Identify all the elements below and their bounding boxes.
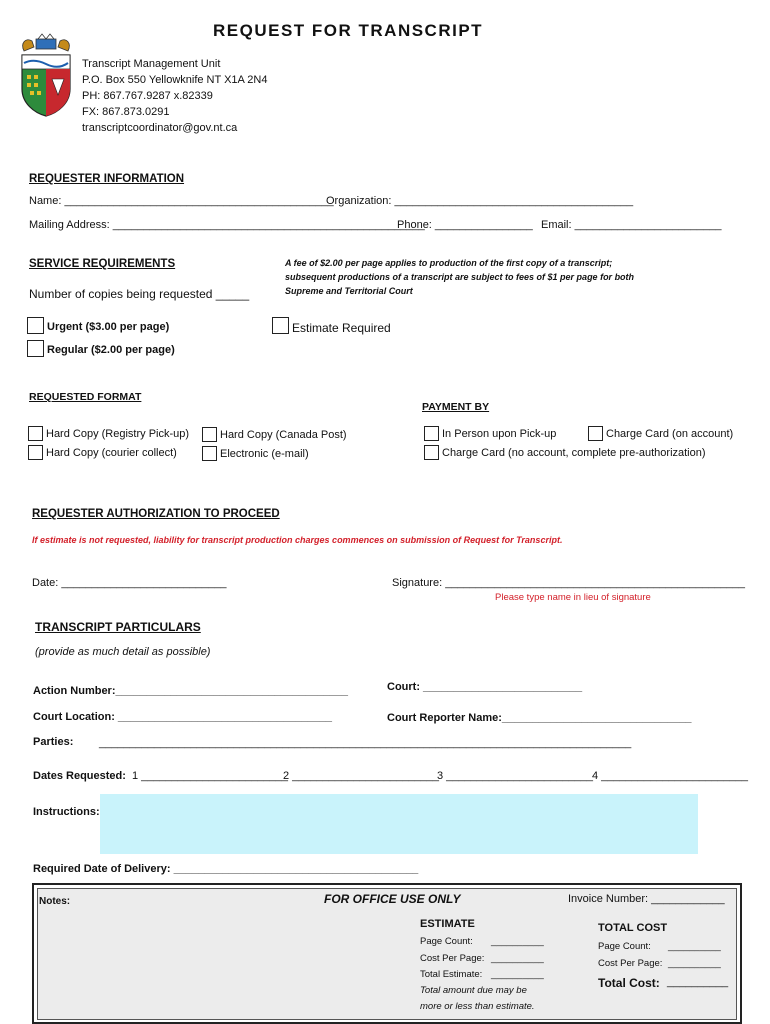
date-requested-2-field[interactable]: 2 ________________________	[283, 770, 439, 782]
signature-field[interactable]: Signature: _________________________________________________	[392, 577, 745, 589]
date-requested-3-field[interactable]: 3 ________________________	[437, 770, 593, 782]
payment-charge-no-account-checkbox[interactable]	[424, 445, 439, 460]
estimate-heading: ESTIMATE	[420, 918, 475, 930]
total-cost-per-page-field[interactable]: __________	[668, 958, 721, 969]
unit-fax: FX: 867.873.0291	[82, 106, 170, 118]
unit-email: transcriptcoordinator@gov.nt.ca	[82, 122, 238, 134]
particulars-subheading: (provide as much detail as possible)	[35, 646, 211, 658]
format-registry-pickup-label: Hard Copy (Registry Pick-up)	[46, 428, 190, 440]
signature-note: Please type name in lieu of signature	[495, 592, 651, 603]
requester-heading: REQUESTER INFORMATION	[29, 173, 185, 185]
total-cost-heading: TOTAL COST	[598, 922, 668, 934]
unit-name: Transcript Management Unit	[82, 58, 221, 70]
office-use-inner	[37, 888, 737, 1020]
court-location-field[interactable]: Court Location: ___________________________________	[33, 711, 333, 723]
format-courier-label: Hard Copy (courier collect)	[46, 447, 177, 459]
authorization-heading: REQUESTER AUTHORIZATION TO PROCEED	[32, 508, 280, 520]
parties-label: Parties:	[33, 736, 74, 748]
format-courier-checkbox[interactable]	[28, 445, 43, 460]
total-cost-per-page-label: Cost Per Page:	[598, 958, 663, 969]
particulars-heading: TRANSCRIPT PARTICULARS	[35, 620, 201, 634]
estimate-note-2: more or less than estimate.	[420, 1001, 535, 1012]
payment-in-person-checkbox[interactable]	[424, 426, 439, 441]
dates-requested-label: Dates Requested:	[33, 770, 126, 782]
total-estimate-field[interactable]: __________	[491, 969, 544, 980]
date-requested-1-field[interactable]: 1 ________________________	[132, 770, 288, 782]
service-heading: SERVICE REQUIREMENTS	[29, 258, 176, 270]
email-field[interactable]: Email: ________________________	[541, 219, 722, 231]
format-canada-post-checkbox[interactable]	[202, 427, 217, 442]
phone-field[interactable]: Phone: ________________	[397, 219, 533, 231]
regular-checkbox[interactable]	[27, 340, 44, 357]
delivery-date-field[interactable]: Required Date of Delivery: ________________________________________	[33, 863, 419, 875]
total-page-count-field[interactable]: __________	[668, 941, 721, 952]
office-use-title: FOR OFFICE USE ONLY	[324, 892, 461, 906]
total-page-count-label: Page Count:	[598, 941, 651, 952]
action-number-field[interactable]: Action Number:______________________________________	[33, 685, 348, 697]
instructions-label: Instructions:	[33, 806, 100, 818]
total-cost-field[interactable]: __________	[667, 976, 729, 988]
organization-field[interactable]: Organization: _______________________________________	[326, 195, 634, 207]
page-title: REQUEST FOR TRANSCRIPT	[213, 21, 484, 40]
urgent-checkbox[interactable]	[27, 317, 44, 334]
payment-in-person-label: In Person upon Pick-up	[442, 428, 557, 440]
estimate-required-label: Estimate Required	[292, 321, 391, 335]
parties-field[interactable]: _______________________________________________________________________________________	[99, 737, 632, 749]
nwt-coat-of-arms-icon	[18, 33, 74, 117]
total-estimate-label: Total Estimate:	[420, 969, 483, 980]
format-heading: REQUESTED FORMAT	[29, 391, 142, 403]
mailing-address-field[interactable]: Mailing Address: ___________________________________________________	[29, 219, 425, 231]
payment-charge-account-label: Charge Card (on account)	[606, 428, 734, 440]
payment-charge-account-checkbox[interactable]	[588, 426, 603, 441]
unit-address: P.O. Box 550 Yellowknife NT X1A 2N4	[82, 74, 268, 86]
page-count-label: Page Count:	[420, 936, 473, 947]
fee-note-line3: Supreme and Territorial Court	[285, 286, 413, 296]
unit-phone: PH: 867.767.9287 x.82339	[82, 90, 213, 102]
payment-charge-no-account-label: Charge Card (no account, complete pre-authorization)	[442, 447, 706, 459]
date-field[interactable]: Date: ___________________________	[32, 577, 227, 589]
format-registry-pickup-checkbox[interactable]	[28, 426, 43, 441]
court-reporter-field[interactable]: Court Reporter Name:_______________________________	[387, 712, 692, 724]
fee-note-line2: subsequent productions of a transcript are subject to fees of $1 per page for both	[285, 272, 635, 282]
cost-per-page-label: Cost Per Page:	[420, 953, 485, 964]
format-canada-post-label: Hard Copy (Canada Post)	[220, 429, 347, 441]
court-field[interactable]: Court: __________________________	[387, 681, 583, 693]
notes-label: Notes:	[39, 896, 71, 907]
estimate-required-checkbox[interactable]	[272, 317, 289, 334]
fee-note-line1: A fee of $2.00 per page applies to production of the first copy of a transcript;	[285, 258, 613, 268]
format-electronic-label: Electronic (e-mail)	[220, 448, 309, 460]
cost-per-page-field[interactable]: __________	[491, 953, 544, 964]
invoice-number-field[interactable]: Invoice Number: ____________	[568, 893, 725, 905]
estimate-note-1: Total amount due may be	[420, 985, 527, 996]
total-cost-label: Total Cost:	[598, 976, 660, 990]
urgent-label: Urgent ($3.00 per page)	[47, 321, 170, 333]
name-field[interactable]: Name: ____________________________________________	[29, 195, 334, 207]
copies-field[interactable]: Number of copies being requested _____	[29, 287, 250, 301]
payment-heading: PAYMENT BY	[422, 401, 490, 413]
page-count-field[interactable]: __________	[491, 936, 544, 947]
instructions-input[interactable]	[100, 794, 698, 854]
date-requested-4-field[interactable]: 4 ________________________	[592, 770, 748, 782]
regular-label: Regular ($2.00 per page)	[47, 344, 175, 356]
authorization-warning: If estimate is not requested, liability for transcript production charges commences on submission of Request for Transcript.	[32, 535, 563, 545]
format-electronic-checkbox[interactable]	[202, 446, 217, 461]
